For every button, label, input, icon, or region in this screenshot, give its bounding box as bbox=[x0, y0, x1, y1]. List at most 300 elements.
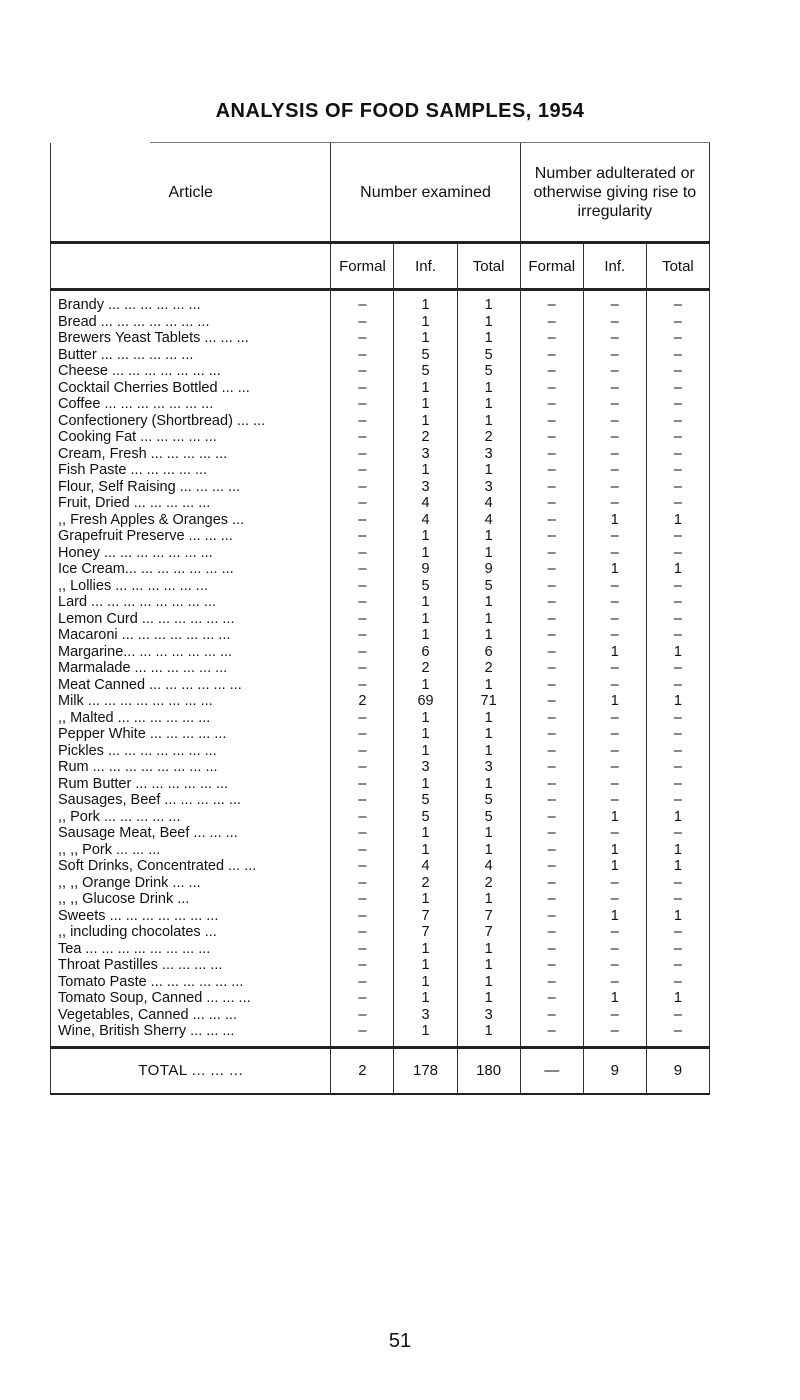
article-cell: Grapefruit Preserve ... ... ... bbox=[51, 528, 331, 545]
table-row bbox=[51, 726, 710, 743]
article-cell: Butter ... ... ... ... ... ... bbox=[51, 347, 331, 364]
value-cell: – bbox=[583, 627, 646, 644]
article-cell: Tomato Paste ... ... ... ... ... ... bbox=[51, 974, 331, 991]
table-row bbox=[51, 825, 710, 842]
value-cell: – bbox=[583, 776, 646, 793]
value-cell: – bbox=[646, 1007, 709, 1024]
value-cell: – bbox=[583, 578, 646, 595]
value-cell: – bbox=[331, 759, 394, 776]
total-cell: — bbox=[520, 1047, 583, 1094]
value-cell: 1 bbox=[646, 908, 709, 925]
total-cell: 180 bbox=[457, 1047, 520, 1094]
header-article: Article bbox=[51, 143, 331, 243]
value-cell: 71 bbox=[457, 693, 520, 710]
table-row bbox=[51, 446, 710, 463]
value-cell: – bbox=[646, 611, 709, 628]
value-cell: 3 bbox=[394, 1007, 457, 1024]
value-cell: – bbox=[520, 512, 583, 529]
value-cell: – bbox=[331, 957, 394, 974]
value-cell: – bbox=[331, 891, 394, 908]
value-cell: 1 bbox=[394, 330, 457, 347]
value-cell: – bbox=[331, 842, 394, 859]
article-cell: Flour, Self Raising ... ... ... ... bbox=[51, 479, 331, 496]
value-cell: 7 bbox=[457, 924, 520, 941]
value-cell: – bbox=[583, 545, 646, 562]
value-cell: – bbox=[520, 776, 583, 793]
page-title: ANALYSIS OF FOOD SAMPLES, 1954 bbox=[215, 100, 585, 122]
value-cell: – bbox=[646, 429, 709, 446]
value-cell: 1 bbox=[646, 644, 709, 661]
value-cell: – bbox=[331, 941, 394, 958]
table-row bbox=[51, 314, 710, 331]
article-cell: Brandy ... ... ... ... ... ... bbox=[51, 290, 331, 314]
value-cell: – bbox=[583, 363, 646, 380]
value-cell: 1 bbox=[394, 891, 457, 908]
subheader-formal: Formal bbox=[520, 243, 583, 290]
value-cell: 1 bbox=[457, 545, 520, 562]
value-cell: 1 bbox=[646, 693, 709, 710]
value-cell: 1 bbox=[457, 462, 520, 479]
value-cell: 4 bbox=[457, 858, 520, 875]
value-cell: 5 bbox=[457, 347, 520, 364]
value-cell: – bbox=[520, 429, 583, 446]
table-row bbox=[51, 941, 710, 958]
value-cell: 1 bbox=[457, 594, 520, 611]
value-cell: 5 bbox=[394, 578, 457, 595]
value-cell: 1 bbox=[646, 809, 709, 826]
table-row bbox=[51, 908, 710, 925]
table-row bbox=[51, 990, 710, 1007]
value-cell: – bbox=[520, 495, 583, 512]
table-row bbox=[51, 1023, 710, 1047]
table-row bbox=[51, 677, 710, 694]
article-cell: Fruit, Dried ... ... ... ... ... bbox=[51, 495, 331, 512]
value-cell: – bbox=[646, 594, 709, 611]
value-cell: 1 bbox=[457, 710, 520, 727]
value-cell: 1 bbox=[583, 809, 646, 826]
value-cell: 1 bbox=[583, 693, 646, 710]
value-cell: 1 bbox=[457, 380, 520, 397]
table-row bbox=[51, 396, 710, 413]
value-cell: – bbox=[583, 825, 646, 842]
value-cell: 1 bbox=[394, 413, 457, 430]
value-cell: – bbox=[583, 290, 646, 314]
article-cell: Honey ... ... ... ... ... ... ... bbox=[51, 545, 331, 562]
article-cell: ,, Malted ... ... ... ... ... ... bbox=[51, 710, 331, 727]
value-cell: 1 bbox=[457, 825, 520, 842]
value-cell: – bbox=[331, 776, 394, 793]
article-cell: Cream, Fresh ... ... ... ... ... bbox=[51, 446, 331, 463]
total-cell: 178 bbox=[394, 1047, 457, 1094]
value-cell: 3 bbox=[457, 1007, 520, 1024]
table-row bbox=[51, 627, 710, 644]
value-cell: 1 bbox=[583, 561, 646, 578]
subheader-row bbox=[51, 243, 710, 290]
value-cell: 1 bbox=[457, 314, 520, 331]
value-cell: 1 bbox=[457, 941, 520, 958]
value-cell: – bbox=[583, 891, 646, 908]
value-cell: 1 bbox=[457, 891, 520, 908]
table-row bbox=[51, 413, 710, 430]
value-cell: – bbox=[331, 792, 394, 809]
article-cell: Sweets ... ... ... ... ... ... ... bbox=[51, 908, 331, 925]
table-row bbox=[51, 380, 710, 397]
value-cell: – bbox=[583, 660, 646, 677]
value-cell: – bbox=[583, 413, 646, 430]
article-cell: Macaroni ... ... ... ... ... ... ... bbox=[51, 627, 331, 644]
total-cell: 2 bbox=[331, 1047, 394, 1094]
value-cell: – bbox=[583, 957, 646, 974]
value-cell: – bbox=[520, 545, 583, 562]
value-cell: 1 bbox=[394, 990, 457, 1007]
value-cell: – bbox=[583, 941, 646, 958]
value-cell: – bbox=[331, 396, 394, 413]
value-cell: 1 bbox=[394, 1023, 457, 1047]
value-cell: – bbox=[646, 776, 709, 793]
value-cell: – bbox=[331, 479, 394, 496]
value-cell: – bbox=[520, 825, 583, 842]
value-cell: 1 bbox=[457, 990, 520, 1007]
value-cell: 7 bbox=[394, 924, 457, 941]
value-cell: – bbox=[646, 380, 709, 397]
value-cell: 1 bbox=[457, 776, 520, 793]
value-cell: 1 bbox=[646, 842, 709, 859]
value-cell: 1 bbox=[583, 858, 646, 875]
article-cell: Marmalade ... ... ... ... ... ... bbox=[51, 660, 331, 677]
table-row bbox=[51, 290, 710, 314]
table-row bbox=[51, 792, 710, 809]
value-cell: 1 bbox=[394, 776, 457, 793]
article-cell: Tomato Soup, Canned ... ... ... bbox=[51, 990, 331, 1007]
article-cell: Bread ... ... ... ... ... ... ... bbox=[51, 314, 331, 331]
value-cell: 1 bbox=[394, 380, 457, 397]
value-cell: – bbox=[520, 627, 583, 644]
value-cell: 1 bbox=[394, 825, 457, 842]
value-cell: – bbox=[646, 1023, 709, 1047]
value-cell: 5 bbox=[457, 578, 520, 595]
value-cell: – bbox=[331, 611, 394, 628]
value-cell: 1 bbox=[394, 842, 457, 859]
value-cell: – bbox=[331, 347, 394, 364]
table-row bbox=[51, 660, 710, 677]
value-cell: – bbox=[583, 314, 646, 331]
article-cell: Margarine... ... ... ... ... ... ... bbox=[51, 644, 331, 661]
value-cell: 4 bbox=[394, 858, 457, 875]
table-row bbox=[51, 545, 710, 562]
value-cell: 1 bbox=[394, 314, 457, 331]
value-cell: – bbox=[646, 627, 709, 644]
value-cell: – bbox=[583, 710, 646, 727]
value-cell: – bbox=[520, 380, 583, 397]
value-cell: – bbox=[583, 792, 646, 809]
value-cell: – bbox=[520, 578, 583, 595]
value-cell: 1 bbox=[583, 512, 646, 529]
value-cell: – bbox=[331, 908, 394, 925]
value-cell: 1 bbox=[583, 842, 646, 859]
value-cell: – bbox=[331, 561, 394, 578]
value-cell: 3 bbox=[394, 759, 457, 776]
value-cell: – bbox=[331, 1023, 394, 1047]
article-cell: Soft Drinks, Concentrated ... ... bbox=[51, 858, 331, 875]
article-cell: ,, ,, Pork ... ... ... bbox=[51, 842, 331, 859]
value-cell: – bbox=[331, 512, 394, 529]
value-cell: 1 bbox=[457, 611, 520, 628]
value-cell: – bbox=[646, 330, 709, 347]
article-cell: Sausage Meat, Beef ... ... ... bbox=[51, 825, 331, 842]
value-cell: – bbox=[646, 924, 709, 941]
value-cell: – bbox=[583, 611, 646, 628]
article-cell: Fish Paste ... ... ... ... ... bbox=[51, 462, 331, 479]
value-cell: 1 bbox=[583, 644, 646, 661]
value-cell: – bbox=[331, 677, 394, 694]
table-row bbox=[51, 578, 710, 595]
table-row bbox=[51, 875, 710, 892]
value-cell: 1 bbox=[394, 290, 457, 314]
table-row bbox=[51, 891, 710, 908]
value-cell: – bbox=[583, 726, 646, 743]
table-row bbox=[51, 842, 710, 859]
total-row bbox=[51, 1047, 710, 1094]
article-cell: Meat Canned ... ... ... ... ... ... bbox=[51, 677, 331, 694]
value-cell: – bbox=[520, 462, 583, 479]
value-cell: – bbox=[520, 660, 583, 677]
value-cell: – bbox=[520, 413, 583, 430]
subheader-total: Total bbox=[646, 243, 709, 290]
value-cell: – bbox=[331, 495, 394, 512]
value-cell: – bbox=[520, 726, 583, 743]
article-cell: ,, ,, Orange Drink ... ... bbox=[51, 875, 331, 892]
value-cell: – bbox=[520, 792, 583, 809]
value-cell: – bbox=[583, 974, 646, 991]
value-cell: 1 bbox=[457, 1023, 520, 1047]
value-cell: 1 bbox=[457, 413, 520, 430]
value-cell: 1 bbox=[457, 396, 520, 413]
value-cell: – bbox=[331, 858, 394, 875]
subheader-total: Total bbox=[457, 243, 520, 290]
value-cell: 5 bbox=[394, 363, 457, 380]
value-cell: – bbox=[331, 380, 394, 397]
value-cell: – bbox=[520, 941, 583, 958]
value-cell: – bbox=[646, 677, 709, 694]
value-cell: – bbox=[331, 875, 394, 892]
value-cell: – bbox=[331, 462, 394, 479]
value-cell: – bbox=[646, 792, 709, 809]
value-cell: – bbox=[646, 875, 709, 892]
value-cell: 4 bbox=[457, 495, 520, 512]
value-cell: – bbox=[583, 429, 646, 446]
value-cell: 2 bbox=[457, 429, 520, 446]
value-cell: – bbox=[331, 990, 394, 1007]
value-cell: – bbox=[646, 957, 709, 974]
article-cell: Rum ... ... ... ... ... ... ... ... bbox=[51, 759, 331, 776]
value-cell: – bbox=[520, 924, 583, 941]
value-cell: – bbox=[520, 908, 583, 925]
value-cell: – bbox=[331, 446, 394, 463]
article-cell: Throat Pastilles ... ... ... ... bbox=[51, 957, 331, 974]
value-cell: 1 bbox=[457, 528, 520, 545]
table-row bbox=[51, 347, 710, 364]
value-cell: – bbox=[520, 677, 583, 694]
value-cell: – bbox=[646, 528, 709, 545]
article-cell: ,, including chocolates ... bbox=[51, 924, 331, 941]
value-cell: 1 bbox=[457, 842, 520, 859]
table-row bbox=[51, 561, 710, 578]
value-cell: – bbox=[646, 446, 709, 463]
value-cell: – bbox=[646, 726, 709, 743]
value-cell: – bbox=[520, 974, 583, 991]
value-cell: – bbox=[331, 974, 394, 991]
value-cell: 3 bbox=[457, 446, 520, 463]
value-cell: – bbox=[520, 875, 583, 892]
value-cell: – bbox=[331, 627, 394, 644]
value-cell: – bbox=[583, 528, 646, 545]
table-row bbox=[51, 809, 710, 826]
value-cell: 2 bbox=[394, 875, 457, 892]
value-cell: 1 bbox=[646, 512, 709, 529]
value-cell: – bbox=[583, 479, 646, 496]
value-cell: – bbox=[646, 941, 709, 958]
value-cell: 1 bbox=[394, 677, 457, 694]
value-cell: – bbox=[646, 710, 709, 727]
value-cell: – bbox=[520, 693, 583, 710]
value-cell: – bbox=[520, 990, 583, 1007]
value-cell: 1 bbox=[394, 627, 457, 644]
value-cell: – bbox=[520, 363, 583, 380]
table-row bbox=[51, 462, 710, 479]
table-row bbox=[51, 924, 710, 941]
article-cell: Vegetables, Canned ... ... ... bbox=[51, 1007, 331, 1024]
value-cell: 2 bbox=[394, 429, 457, 446]
value-cell: 6 bbox=[457, 644, 520, 661]
article-cell: Ice Cream... ... ... ... ... ... ... bbox=[51, 561, 331, 578]
value-cell: 1 bbox=[583, 908, 646, 925]
value-cell: 5 bbox=[394, 792, 457, 809]
header-number-adulterated: Number adulterated or otherwise giving rise to irregularity bbox=[520, 143, 709, 243]
value-cell: 1 bbox=[394, 974, 457, 991]
value-cell: – bbox=[520, 611, 583, 628]
value-cell: – bbox=[646, 825, 709, 842]
value-cell: 2 bbox=[457, 875, 520, 892]
value-cell: – bbox=[583, 446, 646, 463]
value-cell: – bbox=[583, 743, 646, 760]
article-cell: Confectionery (Shortbread) ... ... bbox=[51, 413, 331, 430]
value-cell: 1 bbox=[394, 941, 457, 958]
value-cell: – bbox=[520, 594, 583, 611]
value-cell: – bbox=[520, 1023, 583, 1047]
article-cell: Coffee ... ... ... ... ... ... ... bbox=[51, 396, 331, 413]
value-cell: – bbox=[520, 842, 583, 859]
value-cell: – bbox=[646, 396, 709, 413]
value-cell: – bbox=[583, 380, 646, 397]
value-cell: – bbox=[331, 413, 394, 430]
value-cell: 1 bbox=[394, 462, 457, 479]
value-cell: – bbox=[646, 545, 709, 562]
value-cell: – bbox=[520, 479, 583, 496]
value-cell: – bbox=[331, 290, 394, 314]
total-cell: 9 bbox=[583, 1047, 646, 1094]
value-cell: – bbox=[646, 314, 709, 331]
value-cell: – bbox=[646, 290, 709, 314]
table-row bbox=[51, 743, 710, 760]
value-cell: – bbox=[331, 660, 394, 677]
article-cell: Wine, British Sherry ... ... ... bbox=[51, 1023, 331, 1047]
subheader-formal: Formal bbox=[331, 243, 394, 290]
value-cell: 1 bbox=[457, 627, 520, 644]
value-cell: 1 bbox=[457, 974, 520, 991]
article-cell: Tea ... ... ... ... ... ... ... ... bbox=[51, 941, 331, 958]
article-cell: ,, Fresh Apples & Oranges ... bbox=[51, 512, 331, 529]
value-cell: – bbox=[520, 1007, 583, 1024]
value-cell: – bbox=[646, 462, 709, 479]
value-cell: – bbox=[646, 974, 709, 991]
article-cell: Brewers Yeast Tablets ... ... ... bbox=[51, 330, 331, 347]
table-row bbox=[51, 957, 710, 974]
value-cell: 1 bbox=[394, 710, 457, 727]
table-row bbox=[51, 528, 710, 545]
value-cell: – bbox=[520, 446, 583, 463]
value-cell: 5 bbox=[394, 347, 457, 364]
value-cell: 1 bbox=[457, 957, 520, 974]
value-cell: – bbox=[520, 290, 583, 314]
value-cell: – bbox=[583, 330, 646, 347]
article-cell: Lard ... ... ... ... ... ... ... ... bbox=[51, 594, 331, 611]
food-samples-table bbox=[50, 143, 710, 1095]
table-row bbox=[51, 495, 710, 512]
value-cell: – bbox=[583, 759, 646, 776]
table-row bbox=[51, 776, 710, 793]
value-cell: 7 bbox=[394, 908, 457, 925]
value-cell: 1 bbox=[457, 290, 520, 314]
value-cell: – bbox=[583, 347, 646, 364]
value-cell: – bbox=[520, 891, 583, 908]
article-cell: ,, Lollies ... ... ... ... ... ... bbox=[51, 578, 331, 595]
value-cell: 3 bbox=[394, 446, 457, 463]
article-cell: Pepper White ... ... ... ... ... bbox=[51, 726, 331, 743]
header-number-examined: Number examined bbox=[331, 143, 520, 243]
table-row bbox=[51, 1007, 710, 1024]
value-cell: 1 bbox=[457, 743, 520, 760]
value-cell: – bbox=[520, 858, 583, 875]
article-cell: Lemon Curd ... ... ... ... ... ... bbox=[51, 611, 331, 628]
table-row bbox=[51, 710, 710, 727]
value-cell: 2 bbox=[394, 660, 457, 677]
article-cell: Sausages, Beef ... ... ... ... ... bbox=[51, 792, 331, 809]
value-cell: 1 bbox=[457, 726, 520, 743]
value-cell: – bbox=[646, 413, 709, 430]
table-row bbox=[51, 644, 710, 661]
article-cell: Cooking Fat ... ... ... ... ... bbox=[51, 429, 331, 446]
table-row bbox=[51, 330, 710, 347]
subheader-inf: Inf. bbox=[583, 243, 646, 290]
value-cell: 1 bbox=[394, 594, 457, 611]
value-cell: – bbox=[646, 891, 709, 908]
value-cell: – bbox=[583, 1007, 646, 1024]
value-cell: 1 bbox=[394, 743, 457, 760]
value-cell: – bbox=[331, 594, 394, 611]
table-row bbox=[51, 429, 710, 446]
value-cell: – bbox=[646, 759, 709, 776]
table-row bbox=[51, 594, 710, 611]
table-row bbox=[51, 512, 710, 529]
value-cell: 5 bbox=[457, 363, 520, 380]
total-cell: 9 bbox=[646, 1047, 709, 1094]
value-cell: 9 bbox=[394, 561, 457, 578]
value-cell: – bbox=[520, 396, 583, 413]
value-cell: 1 bbox=[646, 990, 709, 1007]
value-cell: 3 bbox=[457, 759, 520, 776]
value-cell: 1 bbox=[394, 611, 457, 628]
value-cell: – bbox=[331, 809, 394, 826]
